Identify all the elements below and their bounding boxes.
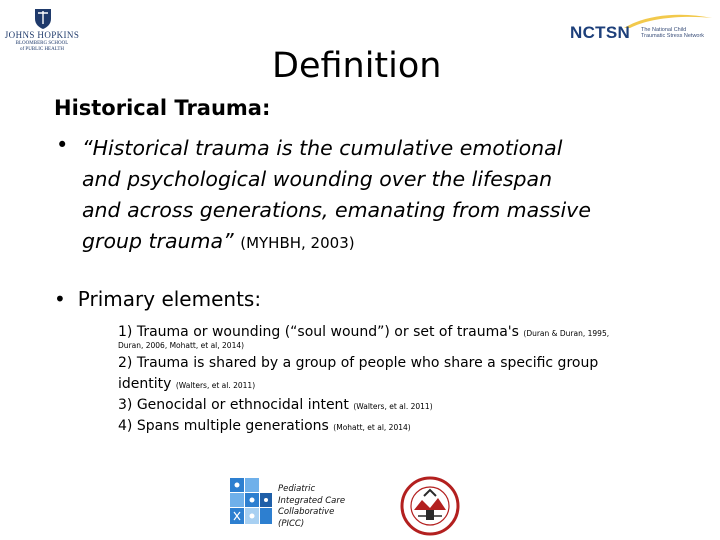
johns-hopkins-logo — [4, 8, 80, 68]
quote-line: and psychological wounding over the lifespan — [82, 167, 553, 191]
nctsn-logo — [570, 12, 716, 46]
citation: Duran, 2006, Mohatt, et al, 2014) — [118, 341, 245, 350]
citation: (Walters, et al. 2011) — [353, 402, 433, 411]
picc-name: Pediatric Integrated Care Collaborative (PICC) — [278, 484, 346, 529]
primary-elements-bullet — [54, 287, 261, 311]
seneca-nation-seal — [400, 476, 460, 536]
puzzle-icon — [224, 474, 274, 528]
bullet-icon: • — [54, 287, 66, 311]
list-item: 3) Genocidal or ethnocidal intent (Walters, et al. 2011) — [118, 397, 433, 413]
slide-title: Definition — [272, 46, 442, 86]
citation: (Duran & Duran, 1995, — [523, 329, 610, 338]
quote-line: and across generations, emanating from massive — [82, 198, 591, 222]
picc-logo — [224, 474, 354, 530]
list-item: 1) Trauma or wounding (“soul wound”) or set of trauma's (Duran & Duran, 1995, Duran, 2006, Mohatt, et al, 2014) — [118, 322, 658, 353]
citation: (Mohatt, et al, 2014) — [333, 423, 411, 432]
quote-line: “Historical trauma is the cumulative emotional — [82, 136, 563, 160]
quote-line: group trauma” (MYHBH, 2003) — [82, 229, 355, 253]
bullet-icon: • — [56, 133, 69, 157]
list-item: 4) Spans multiple generations (Mohatt, et al, 2014) — [118, 418, 411, 434]
citation: (Walters, et al. 2011) — [175, 381, 256, 390]
definition-quote — [82, 133, 674, 259]
list-item: 2) Trauma is shared by a group of people who share a specific group identity (Walters, et al. 2011) — [118, 355, 599, 392]
jhu-name: JOHNS HOPKINS — [4, 30, 80, 40]
nctsn-name: NCTSN — [570, 23, 631, 42]
section-heading: Historical Trauma: — [54, 96, 271, 120]
nctsn-tagline: The National Child Traumatic Stress Network — [641, 27, 705, 39]
elements-list — [118, 322, 658, 437]
shield-icon — [34, 8, 52, 30]
jhu-school: BLOOMBERG SCHOOL of PUBLIC HEALTH — [15, 41, 69, 52]
quote-citation: (MYHBH, 2003) — [240, 234, 355, 252]
primary-elements-heading: Primary elements: — [77, 287, 262, 311]
